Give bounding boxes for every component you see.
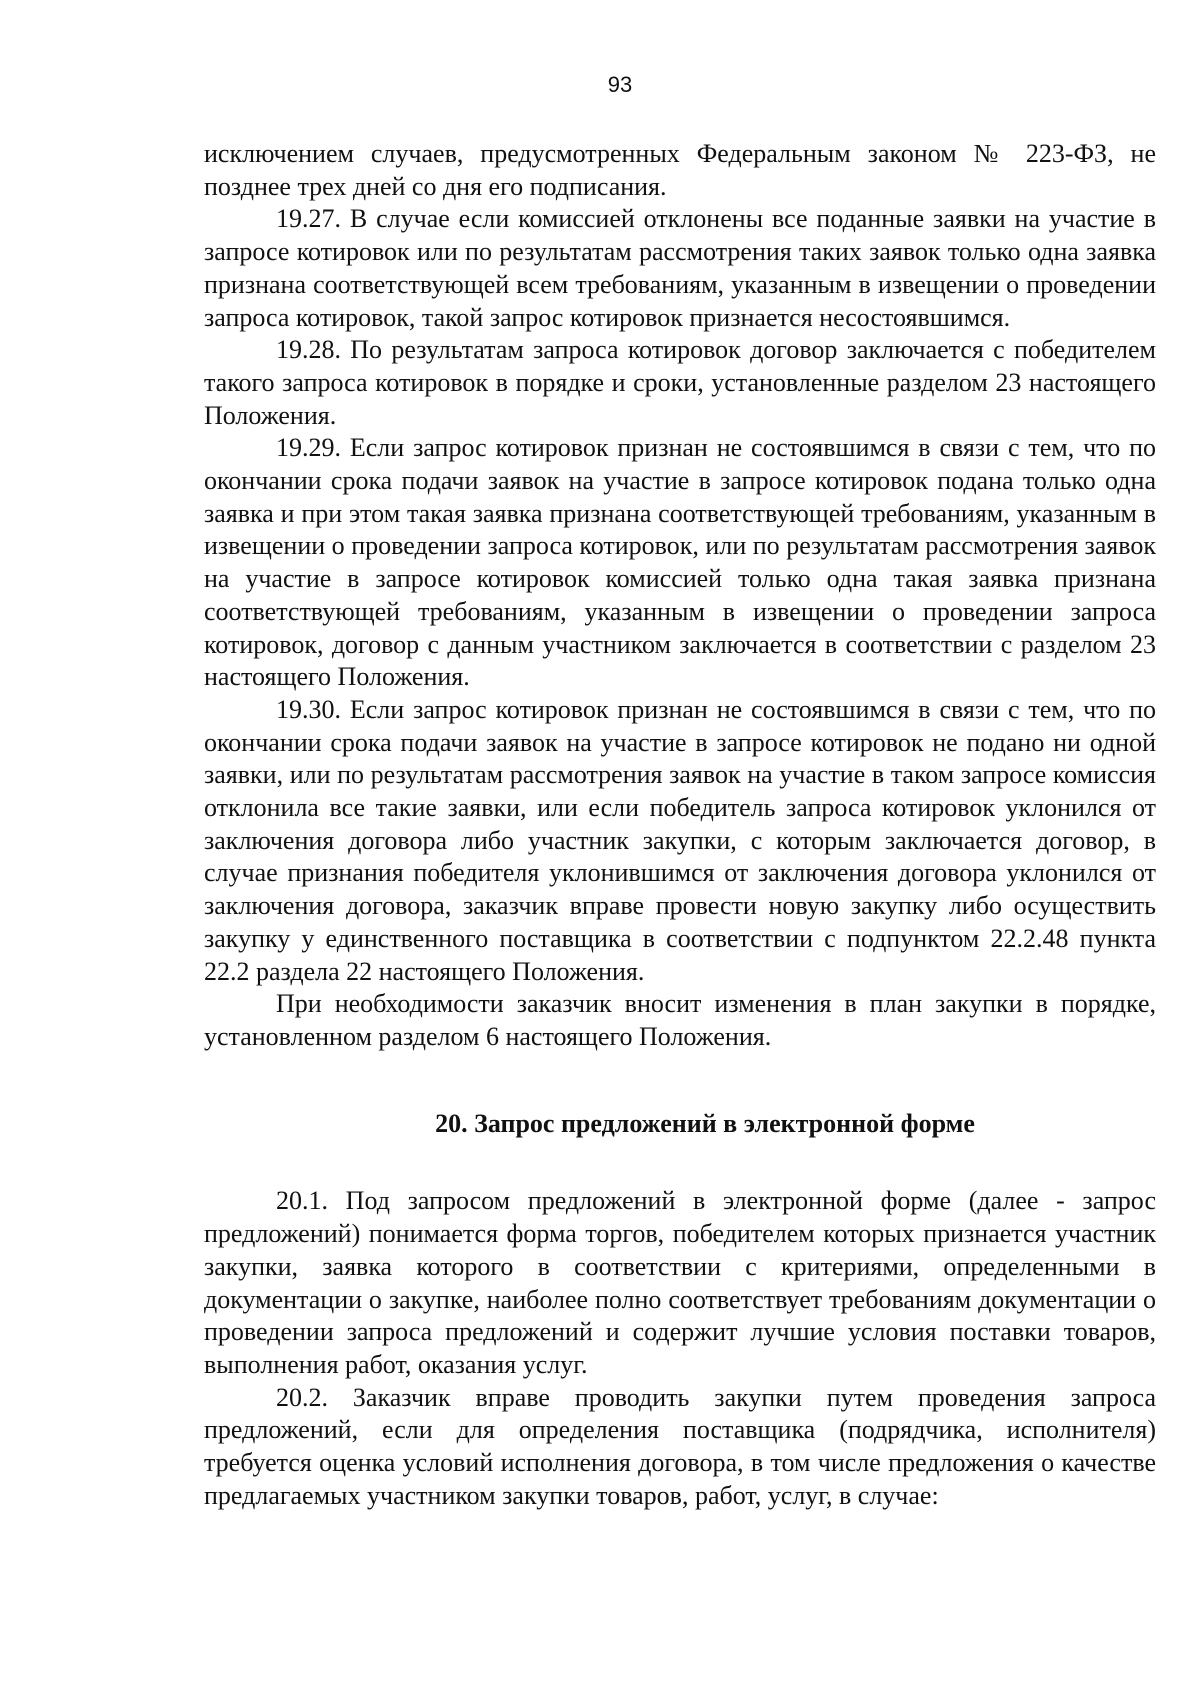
section-heading: 20. Запрос предложений в электронной форме — [435, 1108, 975, 1138]
paragraph-19-29: 19.29. Если запрос котировок признан не состоявшимся в связи с тем, что по окончании срока подачи заявок на участие в запросе котировок подана только одна заявка и при этом такая заявка признана соответствующей требованиям, указанным в извещении о проведении запроса котировок, или по результатам рассмотрения заявок на участие в запросе котировок комиссией только одна такая заявка признана соответствующей требованиям, указанным в извещении о проведении запроса котировок, договор с данным участником заключается в соответствии с разделом 23 настоящего Положения. — [204, 433, 1156, 692]
paragraph-19-28: 19.28. По результатам запроса котировок договор заключается с победителем такого запроса котировок в порядке и сроки, установленные разделом 23 настоящего Положения. — [204, 335, 1156, 430]
page-number: 93 — [607, 72, 633, 97]
document-body — [204, 138, 1156, 1512]
paragraph-19-27: 19.27. В случае если комиссией отклонены все поданные заявки на участие в запросе котировок или по результатам рассмотрения таких заявок только одна заявка признана соответствующей всем требованиям, указанным в извещении о проведении запроса котировок, такой запрос котировок признается несостоявшимся. — [204, 204, 1156, 332]
paragraph-20-2: 20.2. Заказчик вправе проводить закупки путем проведения запроса предложений, если для определения поставщика (подрядчика, исполнителя) требуется оценка условий исполнения договора, в том числе предложения о качестве предлагаемых участником закупки товаров, работ, услуг, в случае: — [204, 1382, 1156, 1510]
paragraph-continuation: исключением случаев, предусмотренных Федеральным законом № 223-ФЗ, не позднее трех дней со дня его подписания. — [204, 139, 1156, 201]
paragraph-19-30: 19.30. Если запрос котировок признан не состоявшимся в связи с тем, что по окончании срока подачи заявок на участие в запросе котировок не подано ни одной заявки, или по результатам рассмотрения заявок на участие в таком запросе комиссия отклонила все такие заявки, или если победитель запроса котировок уклонился от заключения договора либо участник закупки, с которым заключается договор, в случае признания победителя уклонившимся от заключения договора уклонился от заключения договора, заказчик вправе провести новую закупку либо осуществить закупку у единственного поставщика в соответствии с подпунктом 22.2.48 пункта 22.2 раздела 22 настоящего Положения. — [204, 694, 1156, 986]
paragraph-20-1: 20.1. Под запросом предложений в электронной форме (далее - запрос предложений) понимается форма торгов, победителем которых признается участник закупки, заявка которого в соответствии с критериями, определенными в документации о закупке, наиболее полно соответствует требованиям документации о проведении запроса предложений и содержит лучшие условия поставки товаров, выполнения работ, оказания услуг. — [204, 1186, 1156, 1379]
paragraph-plan-changes: При необходимости заказчик вносит изменения в план закупки в порядке, установленном разделом 6 настоящего Положения. — [204, 989, 1156, 1051]
